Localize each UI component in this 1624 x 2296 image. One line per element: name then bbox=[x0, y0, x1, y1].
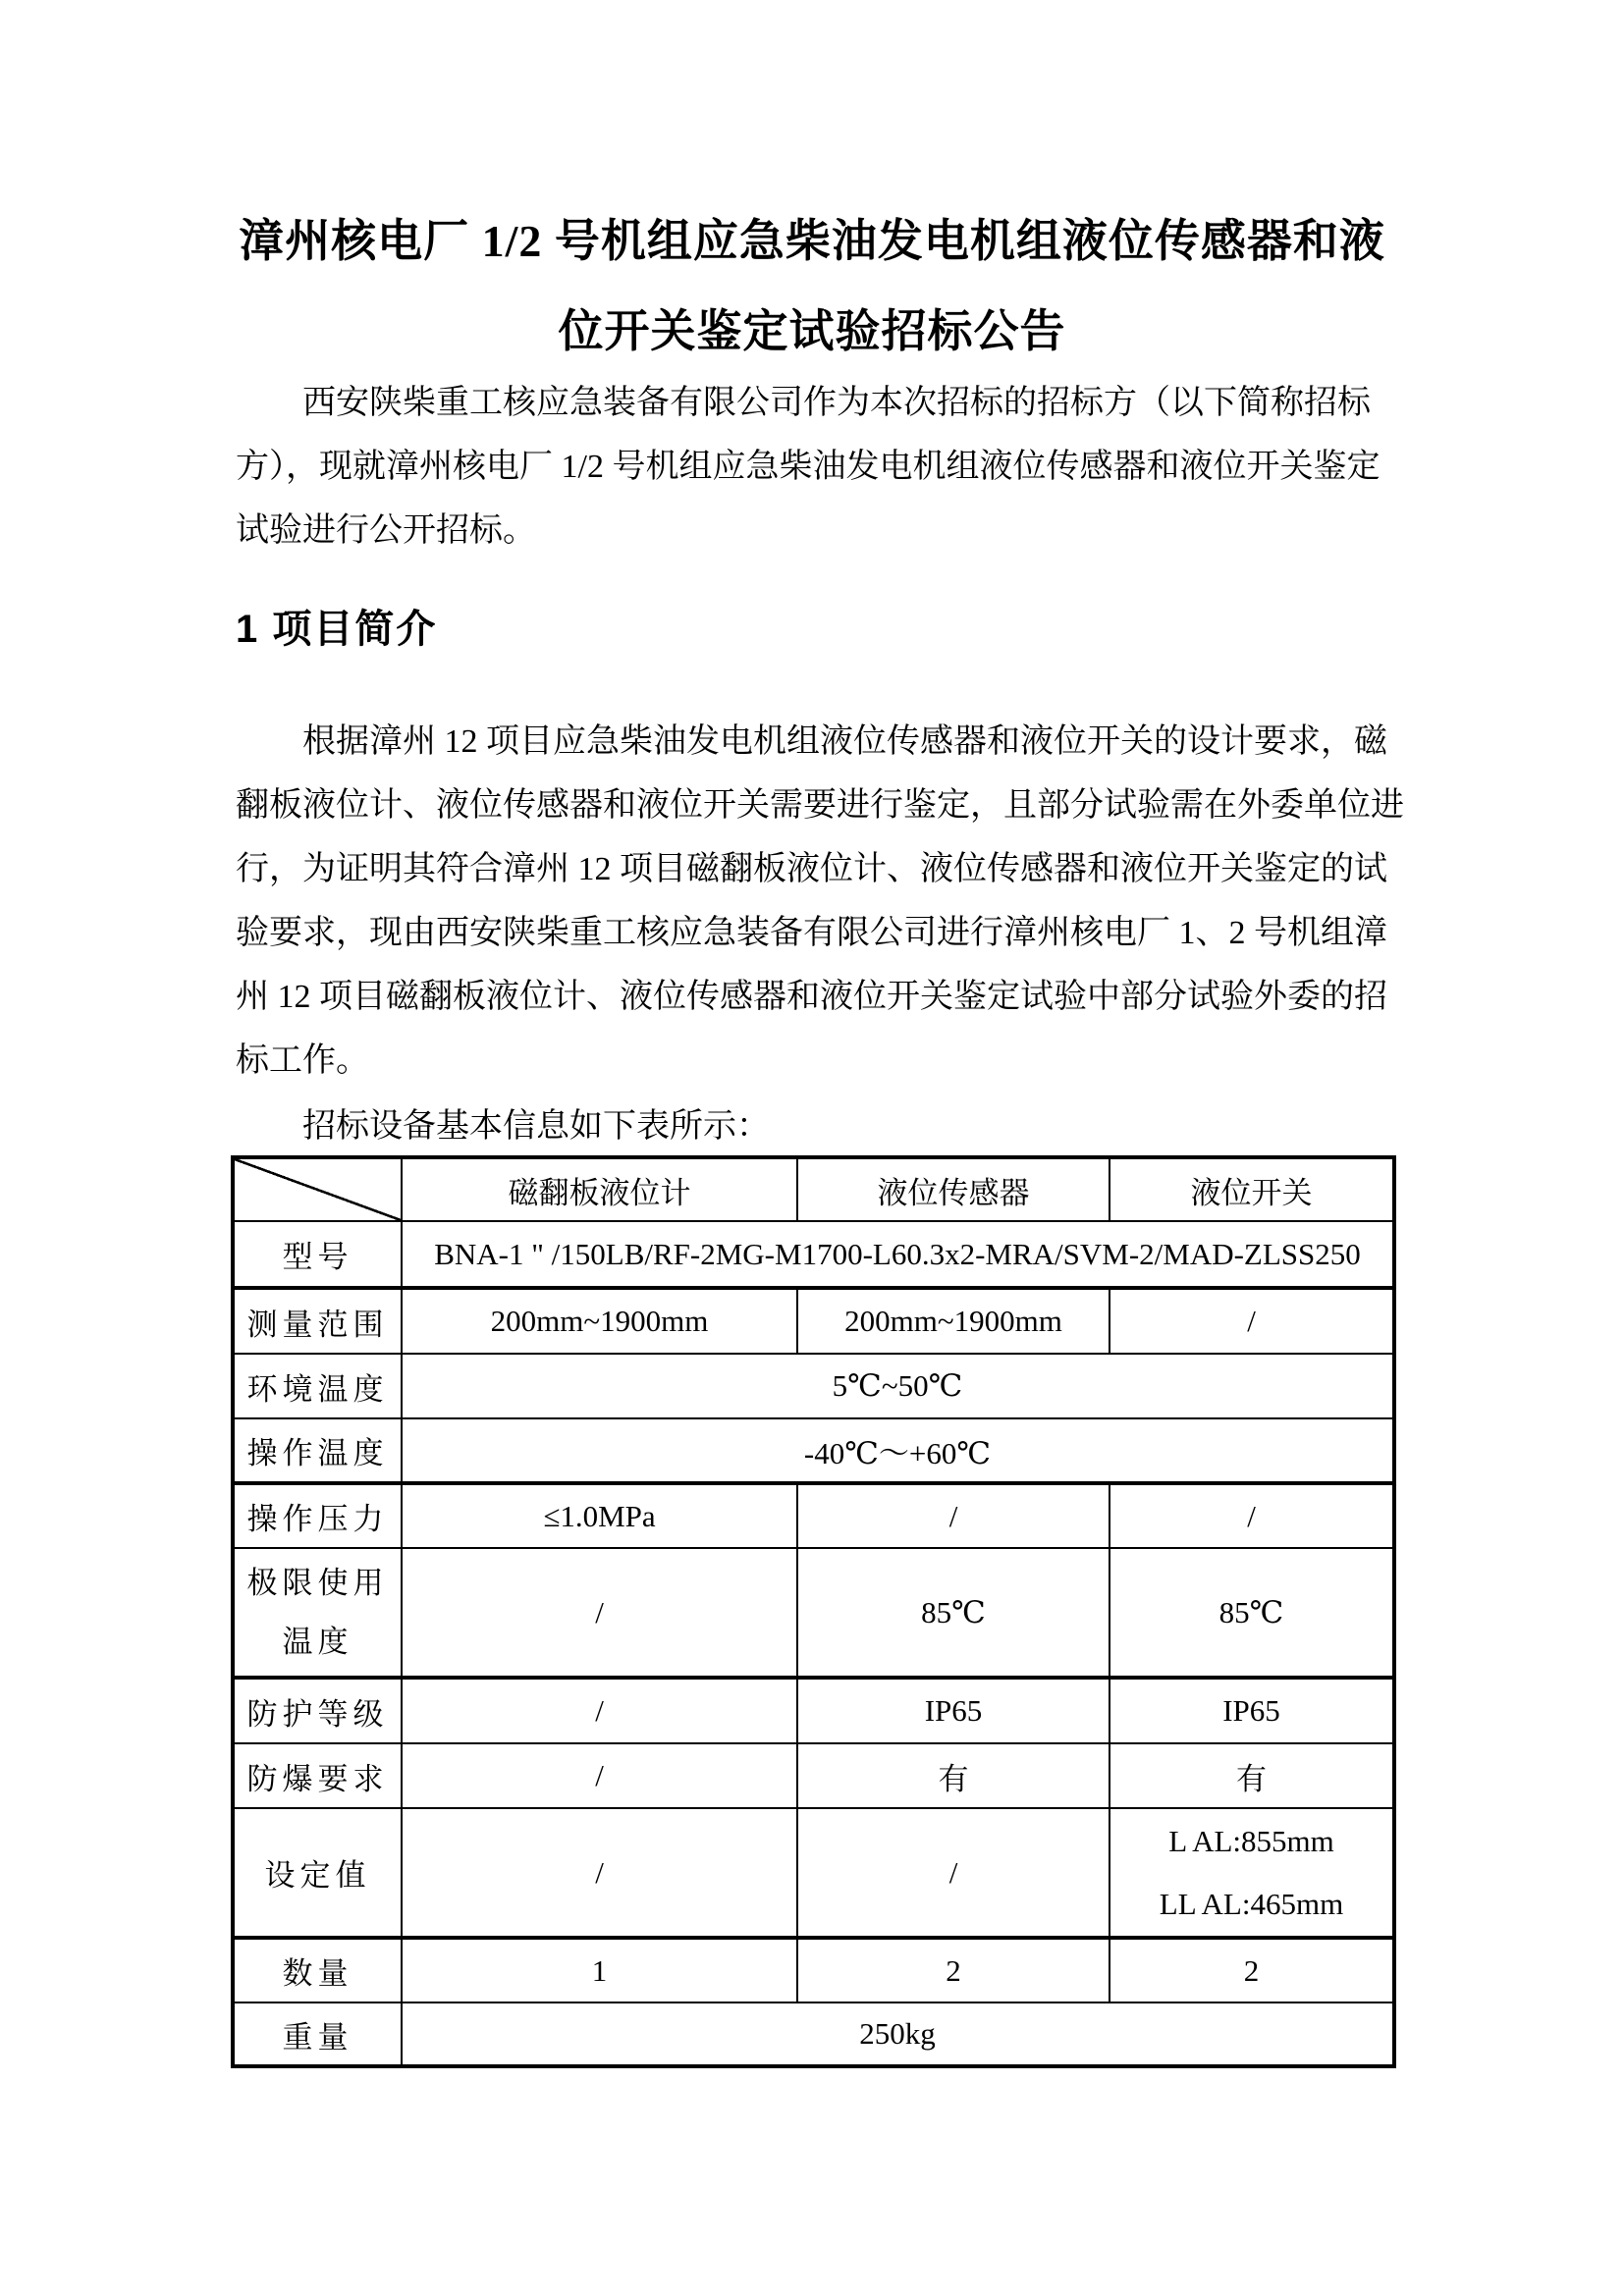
row-operating-pressure bbox=[233, 1483, 1394, 1548]
row-label-explosion-proof: 防爆要求 bbox=[233, 1743, 402, 1808]
cell-explosion-sensor: 有 bbox=[797, 1743, 1110, 1808]
intro-line-2: 方），现就漳州核电厂 1/2 号机组应急柴油发电机组液位传感器和液位开关鉴定 bbox=[236, 449, 1380, 485]
limit-temp-label-line-1: 极限使用 bbox=[246, 1565, 389, 1600]
intro-line-3: 试验进行公开招标。 bbox=[236, 512, 536, 549]
row-explosion-proof bbox=[233, 1743, 1394, 1808]
row-setpoint bbox=[233, 1808, 1394, 1938]
cell-quantity-gauge: 1 bbox=[402, 1938, 797, 2002]
setpoint-switch-line-1: L AL:855mm bbox=[1168, 1823, 1334, 1858]
cell-quantity-switch: 2 bbox=[1110, 1938, 1394, 2002]
row-label-measuring-range: 测量范围 bbox=[233, 1288, 402, 1354]
table-caption: 招标设备基本信息如下表所示： bbox=[302, 1108, 770, 1145]
col-header-level-switch: 液位开关 bbox=[1110, 1157, 1394, 1221]
row-limit-temperature bbox=[233, 1548, 1394, 1678]
cell-protection-switch: IP65 bbox=[1110, 1678, 1394, 1743]
body-line-1: 根据漳州 12 项目应急柴油发电机组液位传感器和液位开关的设计要求，磁 bbox=[302, 723, 1387, 760]
intro-paragraph bbox=[236, 371, 1406, 562]
cell-model-value: BNA-1 " /150LB/RF-2MG-M1700-L60.3x2-MRA/SVM-2/MAD-ZLSS250 bbox=[402, 1221, 1394, 1288]
diagonal-header-cell bbox=[233, 1157, 402, 1221]
cell-explosion-gauge: / bbox=[402, 1743, 797, 1808]
row-protection-class bbox=[233, 1678, 1394, 1743]
section-heading-project-intro: 1 项目简介 bbox=[236, 608, 438, 651]
cell-weight-value: 250kg bbox=[402, 2002, 1394, 2066]
col-header-level-sensor: 液位传感器 bbox=[797, 1157, 1110, 1221]
row-label-model: 型号 bbox=[233, 1221, 402, 1288]
body-line-6: 标工作。 bbox=[236, 1042, 369, 1079]
equipment-spec-table bbox=[231, 1155, 1396, 2068]
cell-setpoint-gauge: / bbox=[402, 1808, 797, 1938]
title-line-1: 漳州核电厂 1/2 号机组应急柴油发电机组液位传感器和液 bbox=[239, 216, 1385, 266]
cell-range-switch: / bbox=[1110, 1288, 1394, 1354]
body-line-5: 州 12 项目磁翻板液位计、液位传感器和液位开关鉴定试验中部分试验外委的招 bbox=[236, 979, 1387, 1015]
body-line-3: 行，为证明其符合漳州 12 项目磁翻板液位计、液位传感器和液位开关鉴定的试 bbox=[236, 851, 1387, 887]
cell-operating-temperature-value: -40℃～+60℃ bbox=[402, 1418, 1394, 1483]
row-label-quantity: 数量 bbox=[233, 1938, 402, 2002]
row-measuring-range bbox=[233, 1288, 1394, 1354]
row-label-protection-class: 防护等级 bbox=[233, 1678, 402, 1743]
row-quantity bbox=[233, 1938, 1394, 2002]
cell-setpoint-sensor: / bbox=[797, 1808, 1110, 1938]
row-label-setpoint: 设定值 bbox=[233, 1808, 402, 1938]
cell-limit-temp-gauge: / bbox=[402, 1548, 797, 1678]
cell-pressure-switch: / bbox=[1110, 1483, 1394, 1548]
limit-temp-label-line-2: 温度 bbox=[282, 1624, 353, 1659]
row-label-weight: 重量 bbox=[233, 2002, 402, 2066]
body-line-4: 验要求，现由西安陕柴重工核应急装备有限公司进行漳州核电厂 1、2 号机组漳 bbox=[236, 915, 1387, 951]
row-label-ambient-temperature: 环境温度 bbox=[233, 1354, 402, 1418]
title-line-2: 位开关鉴定试验招标公告 bbox=[558, 306, 1066, 356]
cell-range-sensor: 200mm~1900mm bbox=[797, 1288, 1110, 1354]
col-header-magnetic-level-gauge: 磁翻板液位计 bbox=[402, 1157, 797, 1221]
row-label-operating-pressure: 操作压力 bbox=[233, 1483, 402, 1548]
row-operating-temperature bbox=[233, 1418, 1394, 1483]
row-label-limit-temperature bbox=[233, 1548, 402, 1678]
cell-range-gauge: 200mm~1900mm bbox=[402, 1288, 797, 1354]
cell-protection-sensor: IP65 bbox=[797, 1678, 1110, 1743]
row-label-operating-temperature: 操作温度 bbox=[233, 1418, 402, 1483]
cell-pressure-gauge: ≤1.0MPa bbox=[402, 1483, 797, 1548]
setpoint-switch-line-2: LL AL:465mm bbox=[1159, 1886, 1344, 1921]
cell-ambient-temperature-value: 5℃~50℃ bbox=[402, 1354, 1394, 1418]
row-weight bbox=[233, 2002, 1394, 2066]
cell-limit-temp-sensor: 85℃ bbox=[797, 1548, 1110, 1678]
intro-line-1: 西安陕柴重工核应急装备有限公司作为本次招标的招标方（以下简称招标 bbox=[302, 385, 1371, 421]
row-ambient-temperature bbox=[233, 1354, 1394, 1418]
body-line-2: 翻板液位计、液位传感器和液位开关需要进行鉴定，且部分试验需在外委单位进 bbox=[236, 787, 1404, 824]
table-header-row bbox=[233, 1157, 1394, 1221]
document-title bbox=[118, 196, 1506, 377]
cell-explosion-switch: 有 bbox=[1110, 1743, 1394, 1808]
body-paragraph bbox=[236, 710, 1406, 1093]
cell-protection-gauge: / bbox=[402, 1678, 797, 1743]
cell-limit-temp-switch: 85℃ bbox=[1110, 1548, 1394, 1678]
cell-setpoint-switch bbox=[1110, 1808, 1394, 1938]
row-model bbox=[233, 1221, 1394, 1288]
cell-pressure-sensor: / bbox=[797, 1483, 1110, 1548]
cell-quantity-sensor: 2 bbox=[797, 1938, 1110, 2002]
